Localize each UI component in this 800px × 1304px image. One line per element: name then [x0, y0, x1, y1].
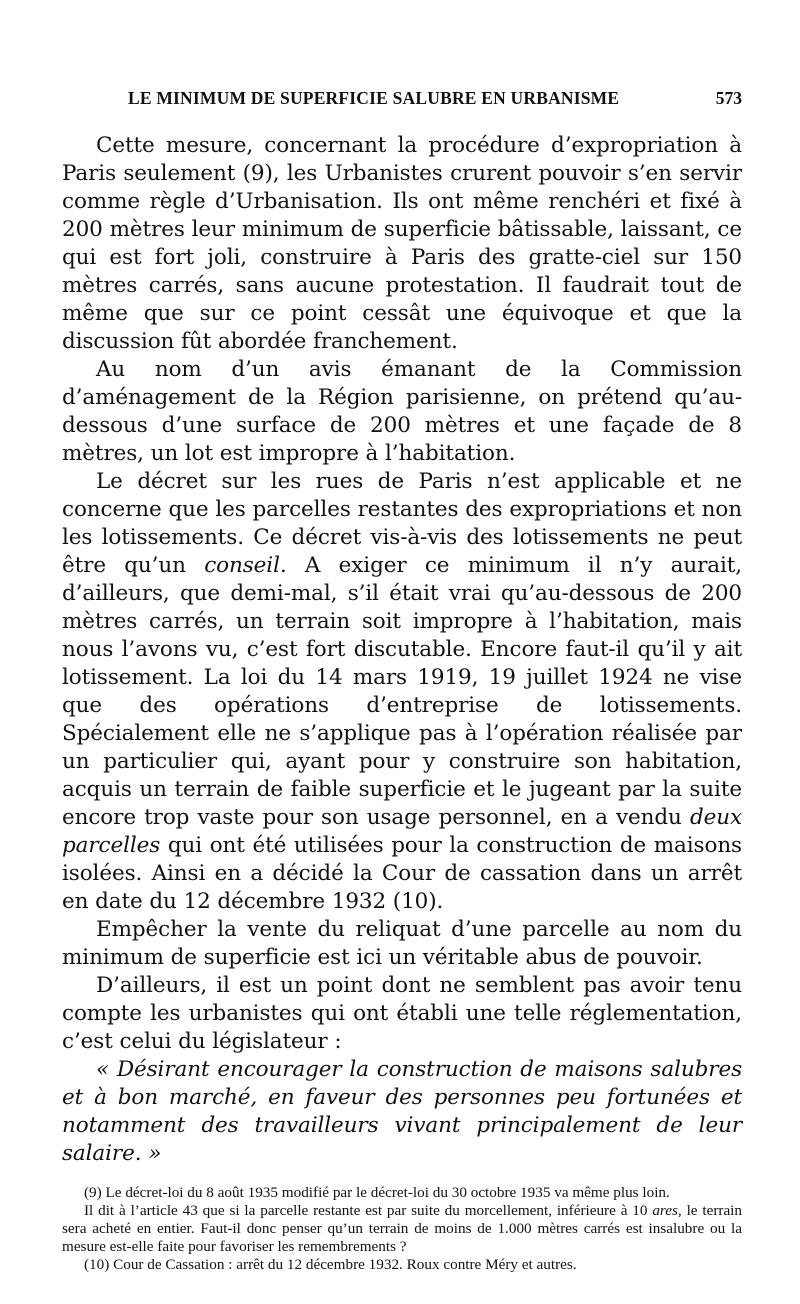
- footnote-9: (9) Le décret-loi du 8 août 1935 modifié par le décret-loi du 30 octobre 1935 va même plus loin.: [84, 1184, 670, 1201]
- document-page: [62, 88, 742, 1274]
- paragraph: [62, 468, 742, 916]
- emphasis-text: deux parcelles: [62, 805, 743, 858]
- emphasis-text: conseil.: [204, 553, 287, 578]
- page-number: 573: [715, 88, 742, 108]
- legal-quote: « Désirant encourager la construction de maisons salubres et à bon marché, en faveur des personnes peu fortunées et notamment des travailleurs vivant principalement de leur salaire. »: [62, 1057, 742, 1166]
- footnote-10: (10) Cour de Cassation : arrêt du 12 décembre 1932. Roux contre Méry et autres.: [84, 1256, 577, 1273]
- paragraph-text: Le décret sur les rues de Paris n’est applicable et ne concerne que les parcelles restantes des expropriations et non les lotissements. Ce décret vis-à-vis des lotissements ne peut être qu’un: [62, 469, 742, 578]
- paragraph: D’ailleurs, il est un point dont ne semblent pas avoir tenu compte les urbanistes qui ont établi une telle réglementation, c’est celui du législateur :: [62, 973, 742, 1054]
- footnote-text: Il dit à l’article 43 que si la parcelle restante est par suite du morcellement, inférieure à 10: [84, 1202, 648, 1219]
- paragraph: Cette mesure, concernant la procédure d’expropriation à Paris seulement (9), les Urbanistes crurent pouvoir s’en servir comme règle d’Urbanisation. Ils ont même renchéri et fixé à 200 mètres leur minimum de superficie bâtissable, laissant, ce qui est fort joli, construire à Paris des gratte-ciel sur 150 mètres carrés, sans aucune protestation. Il faudrait tout de même que sur ce point cessât une équivoque et que la discussion fût abordée franchement.: [62, 133, 742, 354]
- footnote-9-continued: [62, 1202, 742, 1256]
- paragraph-text: qui ont été utilisées pour la construction de maisons isolées. Ainsi en a décidé la Cour de cassation dans un arrêt en date du 12 décembre 1932 (10).: [62, 833, 742, 914]
- footnote-emphasis: ares,: [652, 1202, 682, 1219]
- paragraph-text: A exiger ce minimum il n’y aurait, d’ailleurs, que demi-mal, s’il était vrai qu’au-dessous de 200 mètres carrés, un terrain soit impropre à l’habitation, mais nous l’avons vu, c’est fort discutable. Encore faut-il qu’il y ait lotissement. La loi du 14 mars 1919, 19 juillet 1924 ne vise que des opérations d’entreprise de lotissements. Spécialement elle ne s’applique pas à l’opération réalisée par un particulier qui, ayant pour y construire son habitation, acquis un terrain de faible superficie et le jugeant par la suite encore trop vaste pour son usage personnel, en a vendu: [62, 553, 743, 830]
- body-text: [62, 132, 742, 1168]
- paragraph: Empêcher la vente du reliquat d’une parcelle au nom du minimum de superficie est ici un véritable abus de pouvoir.: [62, 917, 742, 970]
- running-title: LE MINIMUM DE SUPERFICIE SALUBRE EN URBANISME: [128, 88, 620, 108]
- page-header: [62, 88, 742, 118]
- footnote-text: le terrain sera acheté en entier. Faut-il donc penser qu’un terrain de moins de 1.000 mètres carrés est insalubre ou la mesure est-elle faite pour favoriser les remembrements ?: [62, 1202, 742, 1255]
- paragraph: Au nom d’un avis émanant de la Commission d’aménagement de la Région parisienne, on prétend qu’au-dessous d’une surface de 200 mètres et une façade de 8 mètres, un lot est impropre à l’habitation.: [62, 357, 742, 466]
- footnotes: [62, 1184, 742, 1274]
